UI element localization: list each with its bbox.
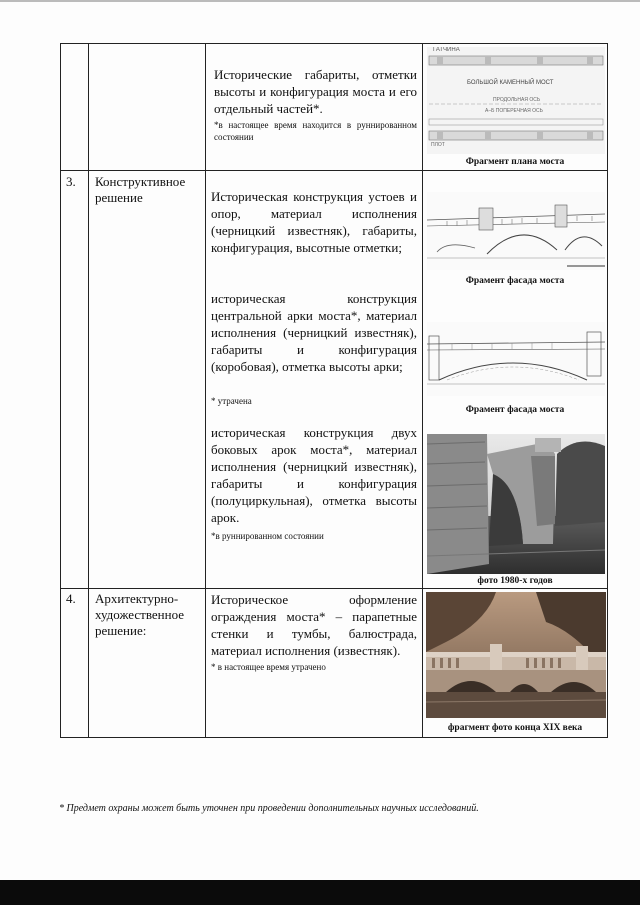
plan-label: ГАТЧИНА: [433, 47, 460, 53]
plan-label: ПЛОТ: [431, 142, 445, 148]
row-description: Историческое оформление ограждения моста* – парапетные стенки и тумбы, балюстрада, материал исполнения (известняк).: [211, 592, 417, 658]
row-description: Исторические габариты, отметки высоты и конфигурация моста и его отдельный частей*.: [214, 67, 417, 116]
bridge-arch-drawing: [427, 322, 605, 396]
figure-caption: Фрагмент плана моста: [465, 157, 565, 167]
bridge-facade-drawing: [427, 192, 605, 270]
table-rule: [422, 43, 423, 738]
row-name: Конструктивное решение: [95, 174, 186, 205]
figure-caption: фото 1980-х годов: [477, 576, 553, 586]
plan-label: БОЛЬШОЙ КАМЕННЫЙ МОСТ: [467, 80, 554, 86]
row-description: Историческая конструкция устоев и опор, материал исполнения (черницкий известняк), габариты, конфигурация, высотные отметки;: [211, 189, 417, 255]
figure-caption: Фрамент фасада моста: [465, 405, 565, 415]
bridge-plan-drawing: [427, 47, 605, 154]
row-note: *в настоящее время находится в руннированном состоянии: [214, 120, 417, 142]
table-rule: [60, 43, 61, 738]
row-number: 3.: [66, 174, 76, 189]
table-rule: [205, 43, 206, 738]
row-description: историческая конструкция центральной арки моста*, материал исполнения (черницкий известняк), габариты и конфигурация (коробовая), отметка высоты арки;: [211, 291, 417, 374]
table-rule: [60, 170, 608, 171]
plan-label: ПРОДОЛЬНАЯ ОСЬ: [493, 97, 541, 103]
scan-edge-bottom: [0, 880, 640, 905]
row-note: * в настоящее время утрачено: [211, 662, 326, 672]
row-description: историческая конструкция двух боковых арок моста*, материал исполнения (черницкий известняк), габариты и конфигурация (полуциркульная), отметка высоты арок.: [211, 425, 417, 525]
table-rule: [88, 43, 89, 738]
figure-caption: фрагмент фото конца XIX века: [447, 723, 583, 733]
plan-label: А–Б ПОПЕРЕЧНАЯ ОСЬ: [485, 108, 543, 114]
row-number: 4.: [66, 591, 76, 606]
ruined-bridge-photo: [427, 434, 605, 574]
row-note: * утрачена: [211, 396, 252, 406]
footnote: * Предмет охраны может быть уточнен при проведении дополнительных научных исследований.: [59, 803, 479, 814]
scan-edge-top: [0, 0, 640, 2]
table-rule: [60, 588, 608, 589]
historic-bridge-photo: [426, 592, 606, 718]
row-note: *в руннированном состоянии: [211, 531, 324, 541]
table-rule: [60, 43, 608, 44]
row-name: Архитектурно-художественное решение:: [95, 591, 185, 638]
table-rule: [607, 43, 608, 738]
figure-caption: Фрамент фасада моста: [465, 276, 565, 286]
table-rule: [60, 737, 608, 738]
